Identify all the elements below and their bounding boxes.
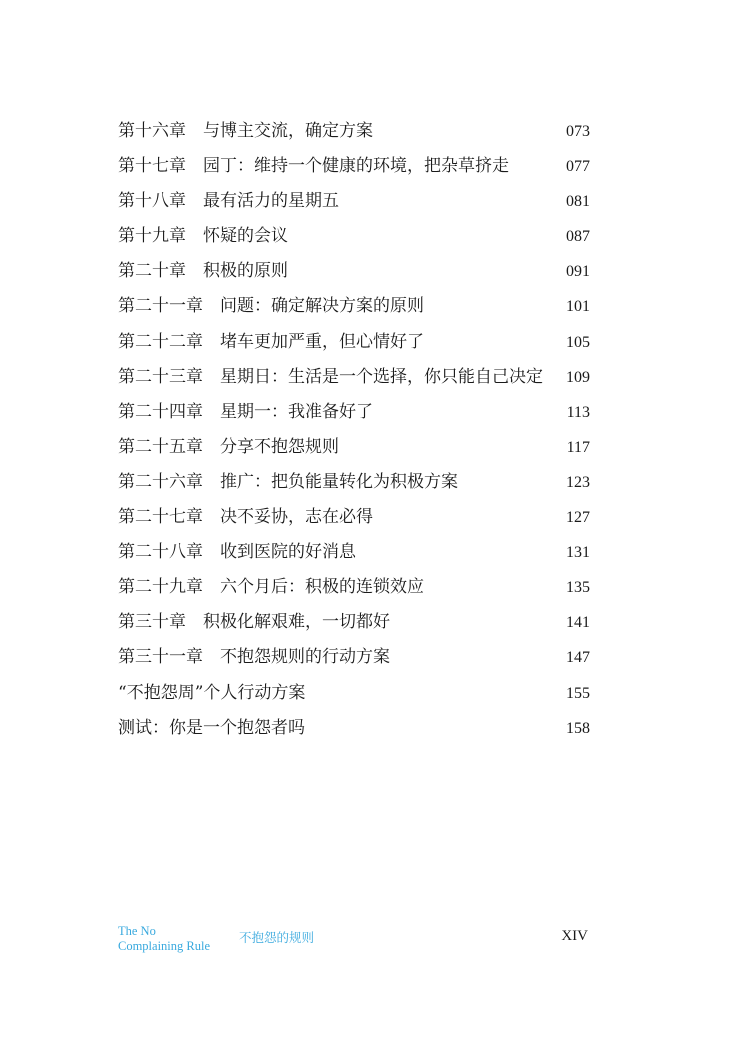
toc-page-number: 113 xyxy=(566,403,590,421)
toc-page-number: 077 xyxy=(566,158,590,176)
toc-page-number: 073 xyxy=(566,123,590,140)
toc-page-number: 109 xyxy=(566,368,590,386)
toc-entry xyxy=(118,676,590,711)
toc-entry xyxy=(118,640,590,675)
toc-chapter-number: 第二十九章 xyxy=(118,577,203,598)
toc-chapter-number: 第二十五章 xyxy=(118,436,203,457)
toc-chapter-title: 最有活力的星期五 xyxy=(203,191,339,212)
toc-page-number: 101 xyxy=(566,298,590,316)
toc-page-number: 155 xyxy=(566,684,590,702)
toc-chapter-number: 第三十一章 xyxy=(118,647,203,668)
toc-chapter-number: 第十八章 xyxy=(118,191,186,212)
toc-entry xyxy=(118,535,590,570)
toc-page-number: 105 xyxy=(566,333,590,351)
toc-chapter-title: 推广：把负能量转化为积极方案 xyxy=(220,471,458,492)
toc-chapter-title: 积极化解艰难，一切都好 xyxy=(203,612,390,633)
toc-chapter-number: 第二十四章 xyxy=(118,401,203,422)
toc-entry xyxy=(118,395,590,430)
toc-chapter-title: 星期一：我准备好了 xyxy=(220,401,373,422)
table-of-contents xyxy=(118,114,590,746)
toc-entry xyxy=(118,289,590,324)
toc-entry xyxy=(118,465,590,500)
toc-chapter-number: 第十六章 xyxy=(118,121,186,141)
toc-entry xyxy=(118,570,590,605)
toc-chapter-title: 分享不抱怨规则 xyxy=(220,436,339,457)
footer-brand-line1: The No xyxy=(118,924,156,938)
toc-entry xyxy=(118,219,590,254)
toc-chapter-number: 第三十章 xyxy=(118,612,186,633)
toc-page-number: 127 xyxy=(566,509,590,527)
toc-entry xyxy=(118,149,590,184)
toc-chapter-title: 园丁：维持一个健康的环境，把杂草挤走 xyxy=(203,156,509,177)
toc-page-number: 131 xyxy=(566,544,590,562)
toc-chapter-title: 收到医院的好消息 xyxy=(220,542,356,563)
toc-chapter-title: 怀疑的会议 xyxy=(203,226,288,247)
toc-page-number: 147 xyxy=(566,649,590,667)
toc-chapter-number: 第十九章 xyxy=(118,226,186,247)
toc-entry xyxy=(118,114,590,149)
toc-chapter-title: 问题：确定解决方案的原则 xyxy=(220,296,424,317)
toc-chapter-number: 第二十章 xyxy=(118,261,186,282)
toc-page-number: 158 xyxy=(566,719,590,737)
toc-chapter-title: 测试：你是一个抱怨者吗 xyxy=(118,717,305,738)
toc-chapter-number: 第二十七章 xyxy=(118,507,203,528)
footer-brand xyxy=(118,924,210,954)
toc-chapter-number: 第十七章 xyxy=(118,156,186,177)
page-footer xyxy=(118,924,590,964)
toc-entry xyxy=(118,605,590,640)
toc-chapter-title: 不抱怨规则的行动方案 xyxy=(220,647,390,668)
toc-page-number: 087 xyxy=(566,228,590,246)
footer-page-number: XIV xyxy=(561,928,588,944)
toc-chapter-title: 积极的原则 xyxy=(203,261,288,282)
toc-chapter-title: 决不妥协，志在必得 xyxy=(220,507,373,528)
footer-brand-line2: Complaining Rule xyxy=(118,939,211,953)
toc-page-number: 081 xyxy=(566,193,590,211)
toc-page-number: 091 xyxy=(566,263,590,281)
footer-book-title: 不抱怨的规则 xyxy=(239,930,315,945)
toc-chapter-number: 第二十六章 xyxy=(118,471,203,492)
toc-chapter-number: 第二十三章 xyxy=(118,366,203,387)
toc-chapter-number: 第二十一章 xyxy=(118,296,203,317)
toc-entry xyxy=(118,711,590,746)
toc-chapter-number: 第二十二章 xyxy=(118,331,203,352)
toc-chapter-title: 星期日：生活是一个选择，你只能自己决定 xyxy=(220,366,543,387)
toc-entry xyxy=(118,254,590,289)
toc-page-number: 135 xyxy=(566,579,590,597)
toc-entry xyxy=(118,184,590,219)
toc-entry xyxy=(118,325,590,360)
toc-chapter-title: 六个月后：积极的连锁效应 xyxy=(220,577,424,598)
toc-entry xyxy=(118,500,590,535)
toc-entry xyxy=(118,430,590,465)
toc-chapter-title: “不抱怨周”个人行动方案 xyxy=(118,682,306,703)
toc-chapter-title: 与博主交流，确定方案 xyxy=(203,121,373,141)
toc-page-number: 141 xyxy=(566,614,590,632)
toc-chapter-number: 第二十八章 xyxy=(118,542,203,563)
toc-chapter-title: 堵车更加严重，但心情好了 xyxy=(220,331,424,352)
toc-page-number: 117 xyxy=(566,438,590,456)
toc-page-number: 123 xyxy=(566,473,590,491)
toc-entry xyxy=(118,360,590,395)
